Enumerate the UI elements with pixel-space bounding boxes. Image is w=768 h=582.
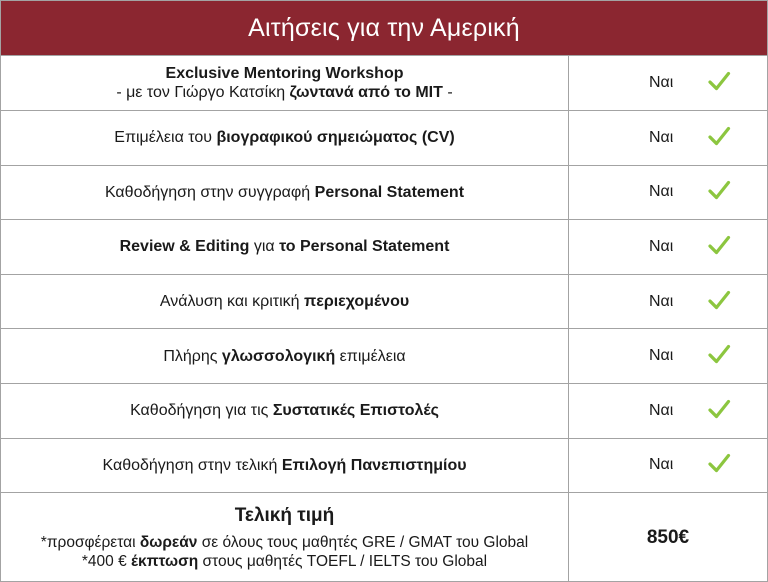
feature-bold-text: Review & Editing <box>119 238 250 256</box>
checkmark-icon <box>707 234 731 258</box>
feature-bold-text: Personal Statement <box>314 183 465 201</box>
table-row-review-editing <box>1 219 767 274</box>
value-cell <box>569 384 767 438</box>
price-value-cell <box>569 493 767 582</box>
note-text: στους μαθητές TOEFL / IELTS του Global <box>198 552 488 570</box>
discount-note <box>82 552 487 571</box>
table-row-personal-statement-writing <box>1 165 767 220</box>
value-cell <box>569 275 767 329</box>
table-header <box>1 1 767 55</box>
note-text: *400 € <box>81 552 132 570</box>
feature-cell <box>1 166 569 220</box>
header-title: Αιτήσεις για την Αμερική <box>248 13 520 42</box>
checkmark-icon <box>707 343 731 367</box>
table-row-final-price <box>1 492 767 582</box>
table-row-content-analysis <box>1 274 767 329</box>
checkmark-icon <box>707 179 731 203</box>
value-cell <box>569 166 767 220</box>
feature-text: επιμέλεια <box>335 347 406 365</box>
value-cell <box>569 439 767 493</box>
feature-bold-text: Exclusive Mentoring Workshop <box>165 65 404 82</box>
feature-cell <box>1 384 569 438</box>
table-row-language-editing <box>1 328 767 383</box>
checkmark-icon <box>707 124 731 148</box>
feature-text: Ανάλυση και κριτική <box>159 293 304 311</box>
yes-label: Ναι <box>649 183 674 201</box>
price-description-cell <box>1 493 569 582</box>
feature-bold-text: βιογραφικού σημειώματος (CV) <box>216 129 455 147</box>
checkmark-icon <box>707 452 731 476</box>
yes-label: Ναι <box>649 74 674 91</box>
feature-cell <box>1 220 569 274</box>
table-row-mentoring-workshop <box>1 55 767 110</box>
discount-note <box>41 533 528 552</box>
feature-cell <box>1 56 569 110</box>
value-cell <box>569 329 767 383</box>
yes-label: Ναι <box>649 292 674 310</box>
yes-label: Ναι <box>649 401 674 419</box>
note-bold-text: δωρεάν <box>139 533 198 551</box>
feature-cell <box>1 111 569 165</box>
feature-cell <box>1 439 569 493</box>
feature-text: Καθοδήγηση για τις <box>130 402 273 420</box>
feature-bold-text: το Personal Statement <box>279 238 450 256</box>
table-row-cv-editing <box>1 110 767 165</box>
value-cell <box>569 220 767 274</box>
feature-bold-text: ζωντανά από το MIT <box>289 84 443 101</box>
checkmark-icon <box>707 397 731 421</box>
yes-label: Ναι <box>649 347 674 365</box>
yes-label: Ναι <box>649 128 674 146</box>
feature-bold-text: περιεχομένου <box>303 293 410 311</box>
price-title: Τελική τιμή <box>234 504 335 526</box>
yes-label: Ναι <box>649 456 674 474</box>
feature-text: Επιμέλεια του <box>114 129 217 147</box>
feature-text: Καθοδήγηση στην τελική <box>102 456 282 474</box>
price-amount: 850€ <box>646 526 690 548</box>
feature-text: Καθοδήγηση στην συγγραφή <box>104 183 315 201</box>
note-text: *προσφέρεται <box>40 533 140 551</box>
value-cell <box>569 111 767 165</box>
feature-bold-text: Επιλογή Πανεπιστημίου <box>281 456 467 474</box>
feature-bold-text: Συστατικές Επιστολές <box>272 402 439 420</box>
table-row-university-selection <box>1 438 767 493</box>
checkmark-icon <box>707 70 731 94</box>
checkmark-icon <box>707 288 731 312</box>
feature-bold-text: γλωσσολογική <box>221 347 336 365</box>
table-row-recommendation-letters <box>1 383 767 438</box>
yes-label: Ναι <box>649 237 674 255</box>
feature-cell <box>1 275 569 329</box>
feature-text: Πλήρης <box>163 347 222 365</box>
feature-cell <box>1 329 569 383</box>
note-bold-text: έκπτωση <box>131 552 199 570</box>
note-text: σε όλους τους μαθητές GRE / GMAT του Global <box>197 533 529 551</box>
feature-text: για <box>249 238 280 256</box>
feature-text: - με τον Γιώργο Κατσίκη <box>116 84 290 101</box>
value-cell <box>569 56 767 110</box>
feature-text: - <box>442 84 453 101</box>
